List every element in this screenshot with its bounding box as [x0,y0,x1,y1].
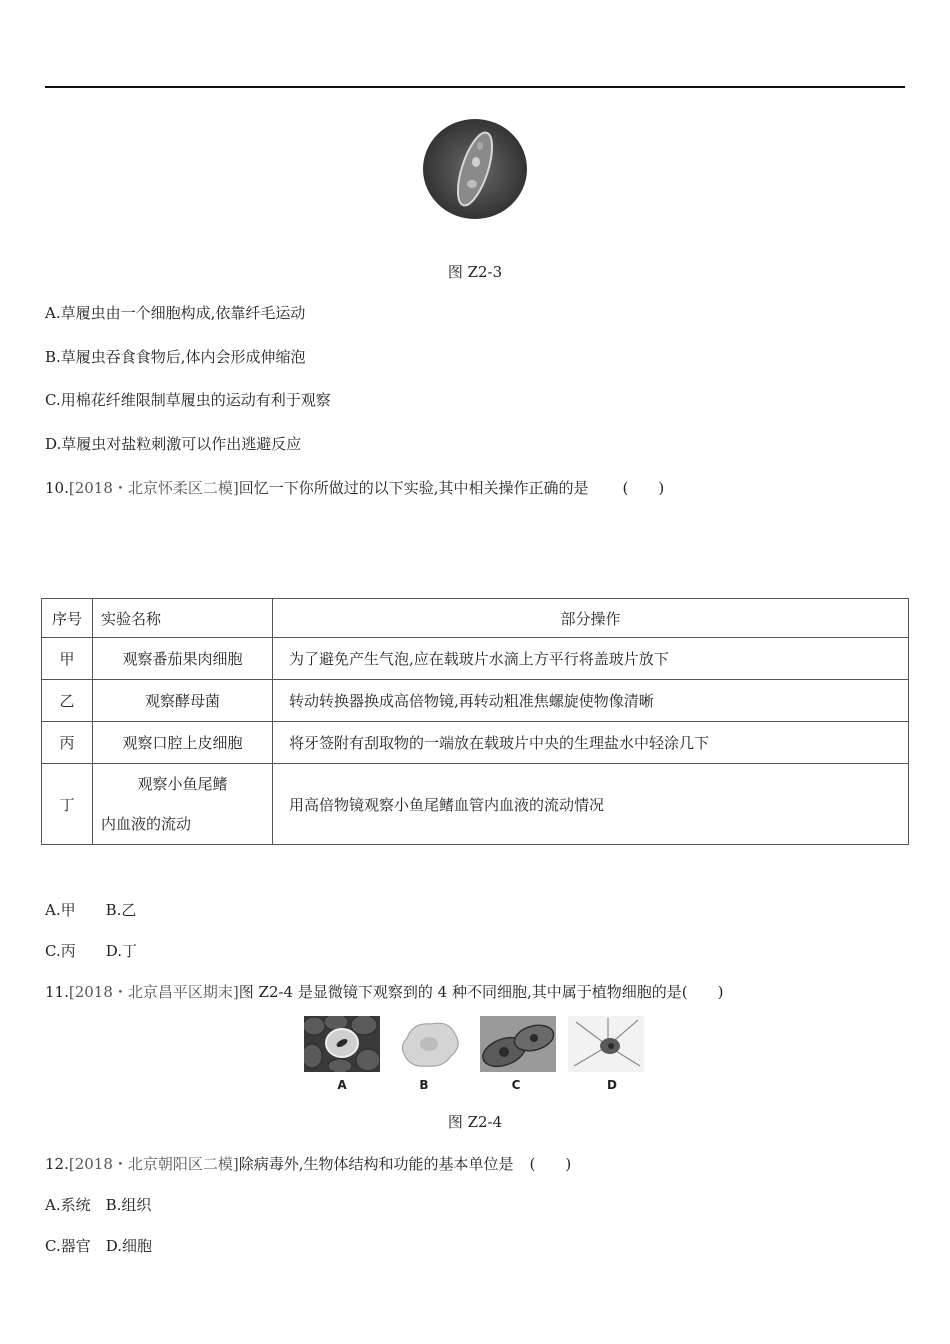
q9-option-a: A.草履虫由一个细胞构成,依靠纤毛运动 [45,304,306,322]
q12-answer-paren: ( ) [529,1155,572,1173]
q12-stem: 除病毒外,生物体结构和功能的基本单位是 [238,1155,514,1173]
paramecium-micrograph [422,118,528,220]
q10-options-line2: C.丙 D.丁 [45,942,137,960]
row-id: 乙 [42,680,93,722]
cell-image-c [480,1016,556,1072]
row-name: 观察酵母菌 [93,680,273,722]
row-id: 甲 [42,638,93,680]
q9-option-b: B.草履虫吞食食物后,体内会形成伸缩泡 [45,348,306,366]
row-operation: 将牙签附有刮取物的一端放在载玻片中央的生理盐水中轻涂几下 [273,722,909,764]
cell-image-d [568,1016,644,1072]
q11-question [45,981,723,1002]
header-cell-id: 序号 [42,599,93,638]
table-row [42,638,909,680]
table-row [42,680,909,722]
experiment-table [41,598,909,845]
row-name: 观察番茄果肉细胞 [93,638,273,680]
cell-label-c: C [511,1078,521,1092]
q12-options-line1: A.系统 B.组织 [45,1196,152,1214]
row-name-line1: 观察小鱼尾鳍 [137,775,228,793]
q11-number: 11. [45,983,69,1001]
cell-label-d: D [607,1078,617,1092]
q10-options-line1: A.甲 B.乙 [45,901,137,919]
cell-image-a [304,1016,380,1072]
row-name: 观察口腔上皮细胞 [93,722,273,764]
q10-stem: 回忆一下你所做过的以下实验,其中相关操作正确的是 [238,479,589,497]
row-id: 丁 [42,764,93,845]
table-row [42,722,909,764]
header-rule [45,86,905,88]
cell-image-b [393,1016,469,1072]
cell-label-a: A [337,1078,347,1092]
q10-number: 10. [45,479,69,497]
header-cell-name: 实验名称 [93,599,273,638]
row-operation: 转动转换器换成高倍物镜,再转动粗准焦螺旋使物像清晰 [273,680,909,722]
cell-images-group [304,1016,646,1096]
q12-source: [2018・北京朝阳区二模] [68,1155,239,1173]
row-id: 丙 [42,722,93,764]
q11-stem: 图 Z2-4 是显微镜下观察到的 4 种不同细胞,其中属于植物细胞的是 [238,983,682,1001]
row-name-line2: 内血液的流动 [101,815,192,833]
q12-options-line2: C.器官 D.细胞 [45,1237,152,1255]
q10-question [45,477,664,498]
table-row [42,764,909,845]
q9-option-c: C.用棉花纤维限制草履虫的运动有利于观察 [45,391,331,409]
q11-source: [2018・北京昌平区期末] [68,983,239,1001]
figure-caption-z2-3: 图 Z2-3 [447,263,503,281]
cell-label-b: B [419,1078,429,1092]
table-header-row [42,599,909,638]
q11-answer-paren: ( ) [681,983,724,1001]
q9-option-d: D.草履虫对盐粒刺激可以作出逃避反应 [45,435,302,453]
header-cell-operation: 部分操作 [273,599,909,638]
q12-number: 12. [45,1155,69,1173]
row-operation: 用高倍物镜观察小鱼尾鳍血管内血液的流动情况 [273,764,909,845]
q10-answer-paren: ( ) [622,479,665,497]
row-operation: 为了避免产生气泡,应在载玻片水滴上方平行将盖玻片放下 [273,638,909,680]
figure-caption-z2-4: 图 Z2-4 [447,1113,503,1131]
q10-source: [2018・北京怀柔区二模] [68,479,239,497]
q12-question [45,1153,571,1174]
row-name [93,764,273,845]
